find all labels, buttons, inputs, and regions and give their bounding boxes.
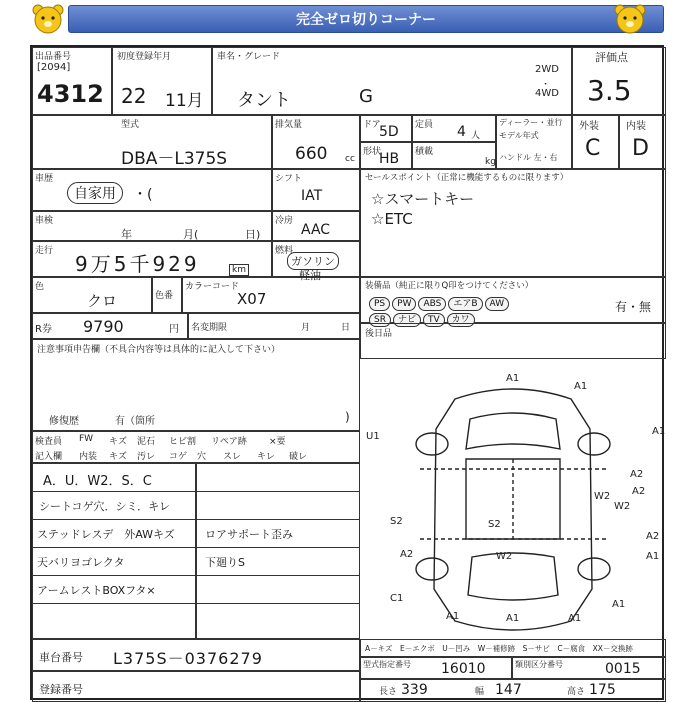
sales-point-item: ☆スマートキー bbox=[371, 190, 475, 208]
mileage-cell: 走行 9万5千929 km bbox=[32, 241, 272, 277]
dealer-cell: ディーラー・並行 モデル年式 ハンドル 左・右 bbox=[496, 115, 572, 169]
sales-point-cell: セールスポイント（正常に機能するものに限ります） ☆スマートキー ☆ETC bbox=[360, 169, 666, 277]
svg-text:A1: A1 bbox=[612, 599, 626, 610]
lot-number-cell: 出品番号 [2094] 4312 bbox=[32, 47, 112, 115]
usage-cell: 車歴 自家用 ・( bbox=[32, 169, 272, 211]
car-diagram bbox=[360, 359, 666, 639]
registration-cell: 登録番号 bbox=[32, 671, 360, 702]
chassis-cell: 車台番号 L375S－0376279 bbox=[32, 639, 360, 671]
svg-text:A1: A1 bbox=[574, 381, 588, 392]
svg-text:A2: A2 bbox=[400, 549, 414, 560]
overall-score: 3.5 bbox=[587, 74, 632, 107]
svg-text:C1: C1 bbox=[390, 593, 404, 604]
car-outline-icon bbox=[360, 359, 666, 639]
dimensions-cell: 長さ 339 幅 147 高さ 175 bbox=[360, 679, 666, 702]
page-header: 完全ゼロ切りコーナー bbox=[68, 5, 664, 33]
bear-mascot-icon bbox=[28, 2, 68, 38]
svg-text:A2: A2 bbox=[632, 486, 646, 497]
model-grade-cell: 車名・グレード タント G 2WD ・ 4WD bbox=[212, 47, 572, 115]
svg-text:A1: A1 bbox=[446, 611, 460, 622]
notes-left: A．U．W2．S．C シートコゲ穴．シミ．キレ ステッドレスデ 外AWキズ 天バリヨゴレクタ アームレストBOXフタ× bbox=[32, 463, 196, 639]
svg-text:A1: A1 bbox=[646, 551, 660, 562]
svg-text:A1: A1 bbox=[506, 373, 520, 384]
equipment-cell: 装備品（純正に限りQ印をつけてください） PS PW ABS エアB AW SR ナビ TV カワ 有・無 bbox=[360, 277, 666, 323]
svg-text:A1: A1 bbox=[568, 613, 582, 624]
svg-text:A2: A2 bbox=[646, 531, 660, 542]
recycle-cell: R券 9790 円 bbox=[32, 313, 188, 339]
notes-cell: 注意事項申告欄（不具合内容等は具体的に記入して下さい） 修復歴 有（箇所 ) bbox=[32, 339, 360, 431]
first-reg-cell: 初度登録年月 22 11月 bbox=[112, 47, 212, 115]
svg-text:A1: A1 bbox=[506, 613, 520, 624]
svg-text:W2: W2 bbox=[594, 491, 611, 502]
svg-text:W2: W2 bbox=[496, 551, 513, 562]
inspection-rows: 検査員 記入欄 FW キズ 泥石 ヒビ割 リペア跡 ×要 内装 キズ 汚レ コゲ 穴 スレ キレ 破レ bbox=[32, 431, 360, 463]
svg-text:W2: W2 bbox=[614, 501, 631, 512]
score-cell: 評価点 3.5 bbox=[572, 47, 666, 115]
displacement-cell: 排気量 660 cc bbox=[272, 115, 360, 169]
mileage-value: 9万5千929 bbox=[75, 252, 200, 276]
lot-number: 4312 bbox=[37, 80, 104, 108]
auction-sheet: 出品番号 [2094] 4312 初度登録年月 22 11月 車名・グレード タント G 2WD ・ 4WD 評価点 3.5 型式 DBA－L375S 排気量 660 cc ドア 5D 形状 HB 定員 4 人 積載 kg ディーラー・並行 モデル年式 ハンドル 左・右 外装 C 内装 D 車歴 自家用 ・( シフト IAT 車検 年 月( 日) 冷房 AAC 走行 9万5千929 km 燃料 ガソリン 軽油 色 クロ 色番 カラーコード X07 R券 9790 円 名変期限 月 日 注意事項申告欄（不具合内容等は具体的に記入して下さい） 修復歴 有（箇所 ) セールスポイント（正常に機能するものに限ります） ☆スマートキー ☆ETC 装備品（純正に限りQ印をつけてください） PS PW ABS エアB AW SR ナビ TV カワ 有・無 後日品 検査員 記入欄 FW キズ 泥石 ヒビ割 リペア跡 ×要 内装 キズ 汚レ コゲ 穴 スレ キレ 破レ A．U．W2．S．C シートコゲ穴．シミ．キレ ステッドレスデ 外AWキズ 天バリヨゴレクタ アームレストBOXフタ× ロアサポート歪み 下廻りS A1 A1 A1 U1 A2 A2 W2 W2 S2 S2 W2 A2 A2 A1 C1 A1 A1 A1 A1 車台番号 L375S－0376279 登録番号 A－キズ E－エクボ U－凹み W－補修跡 S－サビ C－腐食 XX－交換跡 型式指定番号 16010 類別区分番号 0015 長さ 339 幅 147 高さ 175 bbox=[30, 45, 664, 700]
svg-text:S2: S2 bbox=[390, 516, 403, 527]
svg-text:A1: A1 bbox=[652, 426, 666, 437]
svg-text:S2: S2 bbox=[488, 519, 501, 530]
svg-text:U1: U1 bbox=[366, 431, 380, 442]
svg-text:A2: A2 bbox=[630, 469, 644, 480]
bear-mascot-icon bbox=[610, 2, 650, 38]
sales-point-item: ☆ETC bbox=[371, 210, 413, 228]
model-code-cell: 型式 DBA－L375S bbox=[32, 115, 272, 169]
notes-right: ロアサポート歪み 下廻りS bbox=[196, 463, 360, 639]
